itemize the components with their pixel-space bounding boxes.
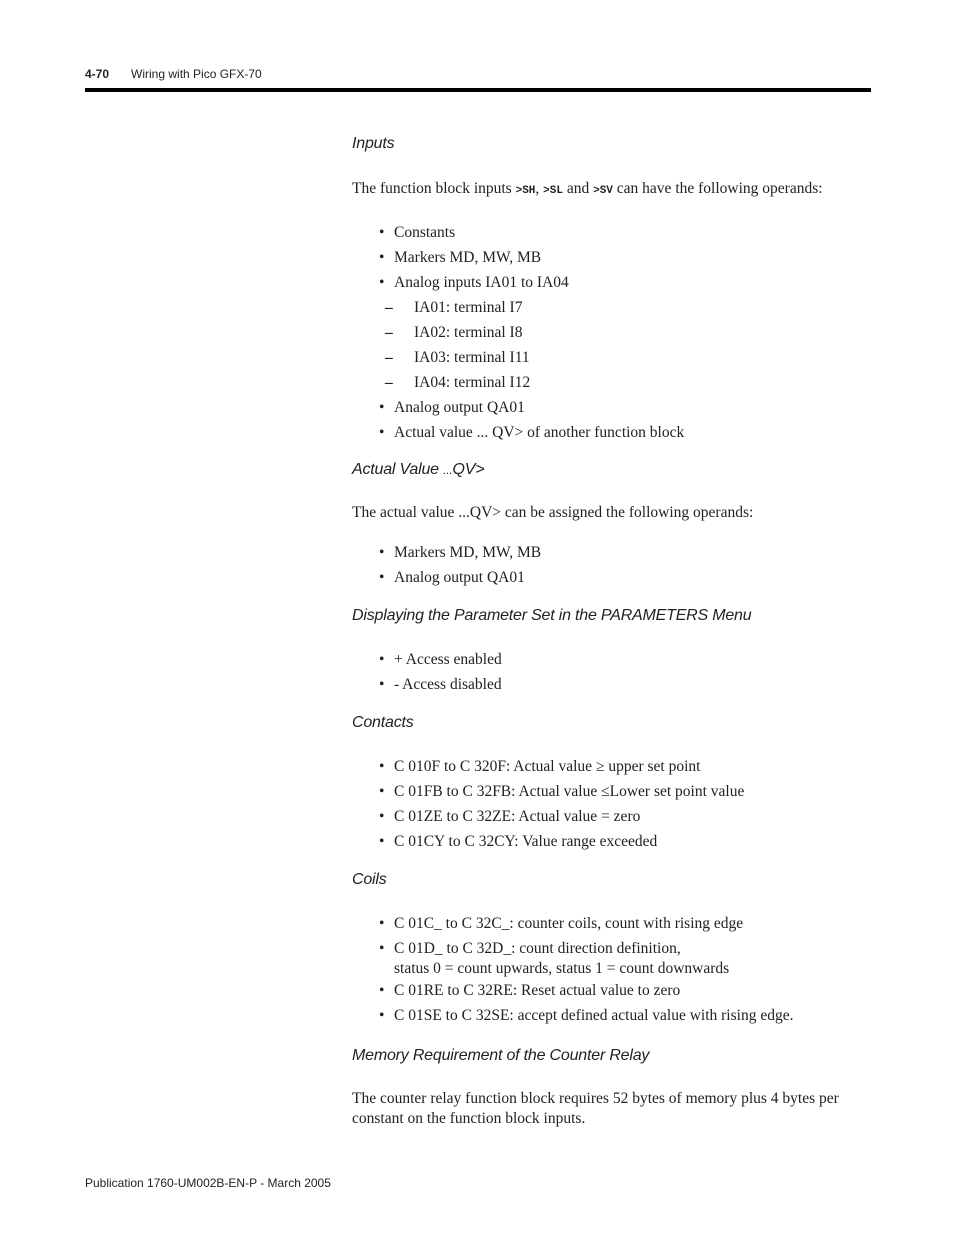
memory-section xyxy=(352,1045,877,1129)
page-number: 4-70 xyxy=(85,67,110,81)
sub-list-item: – IA01: terminal I7 xyxy=(352,295,877,320)
parameters-list xyxy=(352,647,877,697)
contacts-list xyxy=(352,754,877,854)
list-item: • C 01SE to C 32SE: accept defined actual value with rising edge. xyxy=(352,1003,877,1028)
chapter-title: Wiring with Pico GFX-70 xyxy=(131,67,262,81)
inputs-section xyxy=(352,133,877,445)
sub-list-item: – IA02: terminal I8 xyxy=(352,320,877,345)
memory-heading: Memory Requirement of the Counter Relay xyxy=(352,1047,650,1064)
sub-list-item: – IA03: terminal I11 xyxy=(352,345,877,370)
page-content xyxy=(352,133,877,1129)
operand-sl: >SL xyxy=(543,185,563,197)
inputs-intro: The function block inputs >SH, >SL and >SV can have the following operands: xyxy=(352,180,823,197)
list-item: • C 01C_ to C 32C_: counter coils, count with rising edge xyxy=(352,911,877,936)
parameters-section xyxy=(352,605,877,697)
header-rule xyxy=(85,88,871,92)
coils-section xyxy=(352,869,877,1028)
list-item: • C 010F to C 320F: Actual value ≥ upper set point xyxy=(352,754,877,779)
list-item: • C 01FB to C 32FB: Actual value ≤Lower set point value xyxy=(352,779,877,804)
actual-value-heading: Actual Value ...QV> xyxy=(352,461,485,478)
list-item: • Markers MD, MW, MB xyxy=(352,245,877,270)
sub-list-item: – IA04: terminal I12 xyxy=(352,370,877,395)
operand-sh: >SH xyxy=(515,185,536,197)
coils-heading: Coils xyxy=(352,871,387,888)
inputs-heading: Inputs xyxy=(352,135,395,152)
list-item: • C 01D_ to C 32D_: count direction definition, status 0 = count upwards, status 1 = count downwards xyxy=(352,936,877,979)
list-item: • + Access enabled xyxy=(352,647,877,672)
list-item: • Actual value ... QV> of another function block xyxy=(352,420,877,445)
list-item: • Constants xyxy=(352,220,877,245)
memory-text: The counter relay function block requires 52 bytes of memory plus 4 bytes per constant on the function block inputs. xyxy=(352,1090,839,1127)
list-item: • Analog inputs IA01 to IA04 xyxy=(352,270,877,295)
running-header xyxy=(85,67,262,81)
list-item: • C 01CY to C 32CY: Value range exceeded xyxy=(352,829,877,854)
parameters-heading: Displaying the Parameter Set in the PARAMETERS Menu xyxy=(352,607,752,624)
publication-footer: Publication 1760-UM002B-EN-P - March 2005 xyxy=(85,1176,331,1190)
inputs-operand-list xyxy=(352,220,877,445)
operand-sv: >SV xyxy=(593,185,613,197)
list-item: • Analog output QA01 xyxy=(352,565,877,590)
list-item: • C 01ZE to C 32ZE: Actual value = zero xyxy=(352,804,877,829)
actual-value-list xyxy=(352,540,877,590)
list-item: • - Access disabled xyxy=(352,672,877,697)
actual-value-text: The actual value ...QV> can be assigned the following operands: xyxy=(352,504,754,521)
coils-list xyxy=(352,911,877,1028)
list-item: • Markers MD, MW, MB xyxy=(352,540,877,565)
list-item: • Analog output QA01 xyxy=(352,395,877,420)
contacts-heading: Contacts xyxy=(352,714,414,731)
list-item: • C 01RE to C 32RE: Reset actual value to zero xyxy=(352,978,877,1003)
actual-value-section xyxy=(352,459,877,590)
contacts-section xyxy=(352,712,877,854)
